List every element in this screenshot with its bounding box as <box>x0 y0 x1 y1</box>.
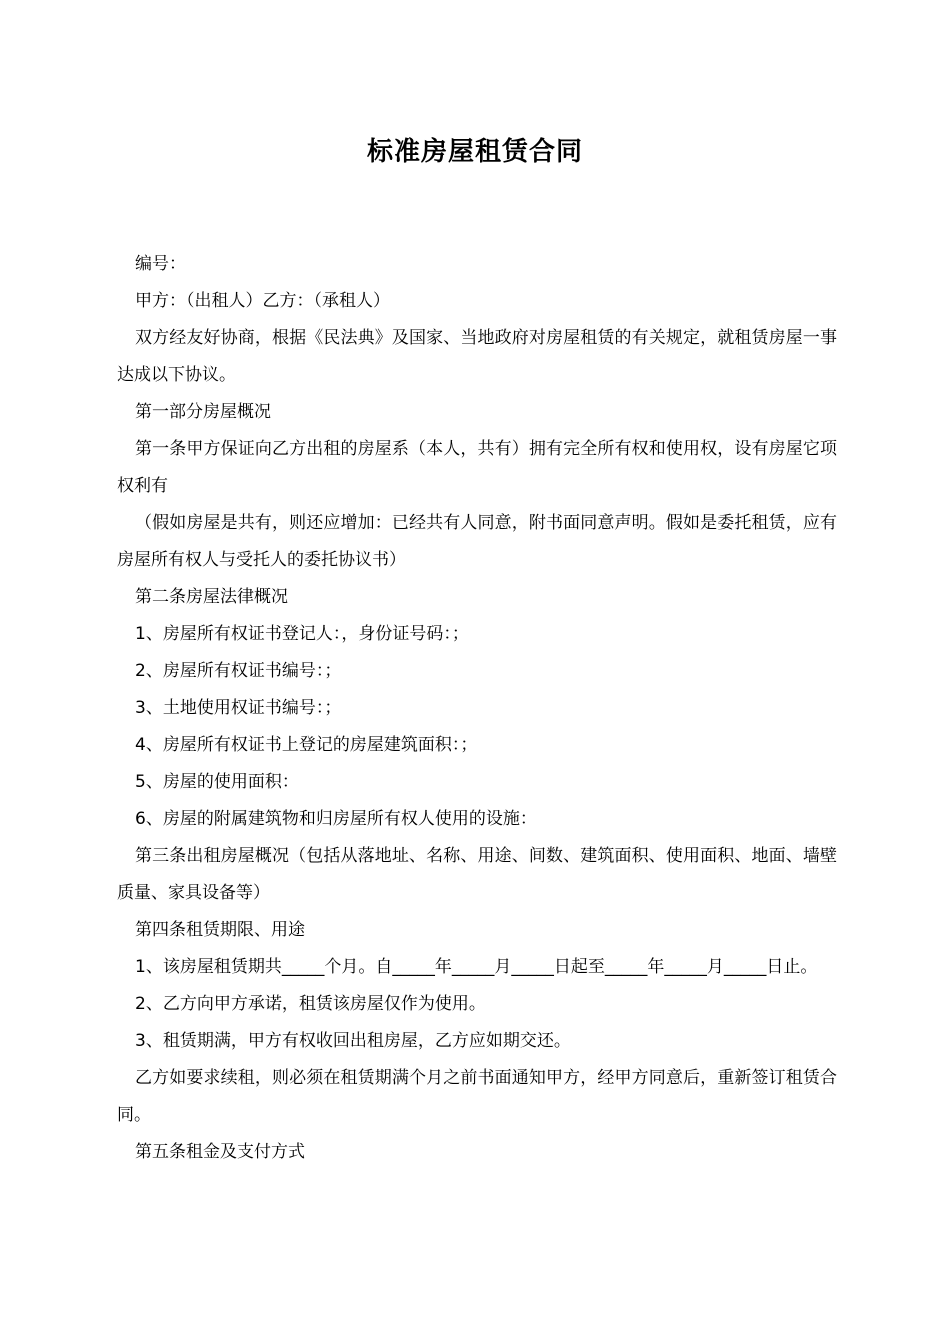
article-three: 第三条出租房屋概况（包括从落地址、名称、用途、间数、建筑面积、使用面积、地面、墙壁质量、家具设备等） <box>117 846 837 903</box>
article-one-note: （假如房屋是共有，则还应增加：已经共有人同意，附书面同意声明。假如是委托租赁，应有房屋所有权人与受托人的委托协议书） <box>117 513 837 570</box>
article-two-heading: 第二条房屋法律概况 <box>135 587 288 607</box>
article-two-item-2: 2、房屋所有权证书编号：； <box>135 661 342 681</box>
agreement-preamble: 双方经友好协商，根据《民法典》及国家、当地政府对房屋租赁的有关规定，就租赁房屋一事达成以下协议。 <box>117 328 837 385</box>
article-two-item-1: 1、房屋所有权证书登记人：，身份证号码：； <box>135 624 469 644</box>
article-one: 第一条甲方保证向乙方出租的房屋系（本人，共有）拥有完全所有权和使用权，设有房屋它项权利有 <box>117 439 837 496</box>
renewal-clause: 乙方如要求续租，则必须在租赁期满个月之前书面通知甲方，经甲方同意后，重新签订租赁合同。 <box>117 1068 837 1125</box>
article-two-item-4: 4、房屋所有权证书上登记的房屋建筑面积：； <box>135 735 478 755</box>
document-title: 标准房屋租赁合同 <box>366 137 583 167</box>
article-four-item-3: 3、租赁期满，甲方有权收回出租房屋，乙方应如期交还。 <box>135 1031 571 1051</box>
article-two-item-6: 6、房屋的附属建筑物和归房屋所有权人使用的设施： <box>135 809 537 829</box>
article-four-heading: 第四条租赁期限、用途 <box>135 920 305 940</box>
article-two-item-3: 3、土地使用权证书编号：； <box>135 698 342 718</box>
section-heading-part-one: 第一部分房屋概况 <box>135 402 271 422</box>
contract-number-line: 编号： <box>135 254 186 274</box>
document-body <box>117 246 837 1171</box>
parties-line: 甲方：（出租人）乙方：（承租人） <box>135 291 390 311</box>
article-two-item-5: 5、房屋的使用面积： <box>135 772 299 792</box>
article-four-item-1: 1、该房屋租赁期共_____个月。自_____年_____月_____日起至_____年_____月_____日止。 <box>135 957 818 977</box>
article-four-item-2: 2、乙方向甲方承诺，租赁该房屋仅作为使用。 <box>135 994 486 1014</box>
article-five-heading: 第五条租金及支付方式 <box>135 1142 305 1162</box>
